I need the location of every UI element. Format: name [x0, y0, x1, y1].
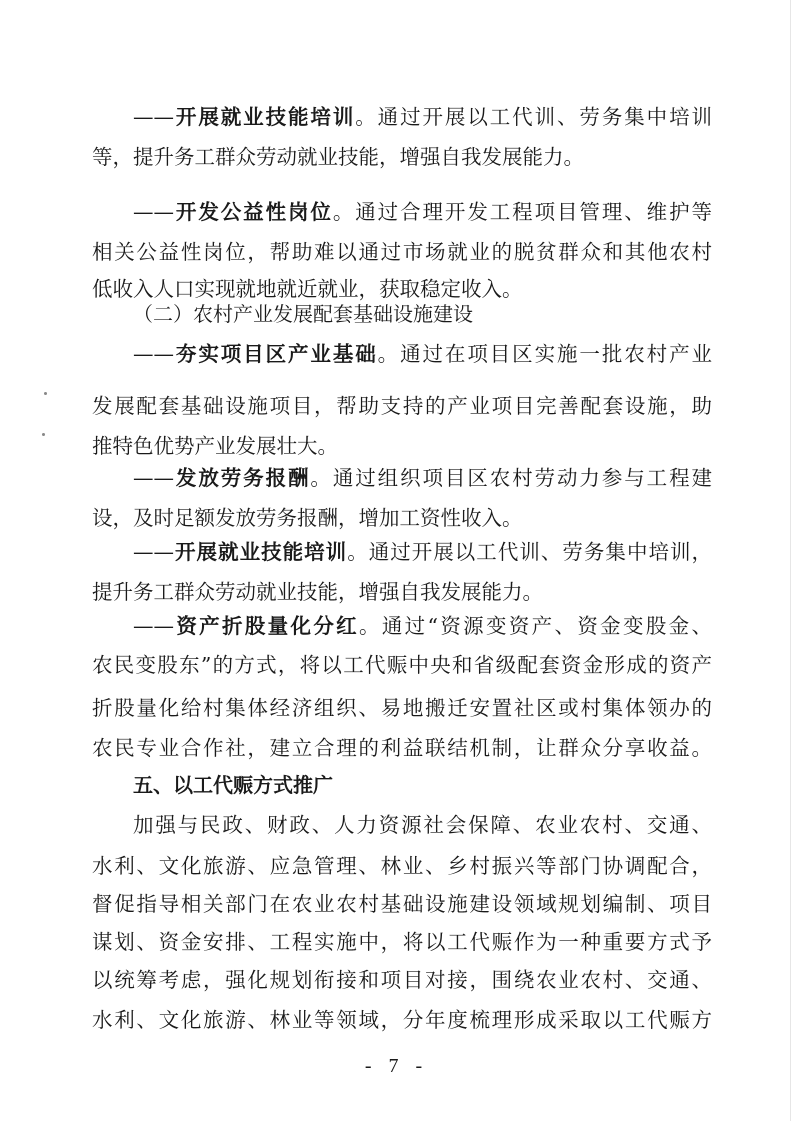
lead-phrase: 发放劳务报酬 [174, 466, 311, 490]
paragraph-line: 推特色优势产业发展壮大。 [92, 434, 338, 458]
paragraph-text: 。通过在项目区实施一批农村产业 [377, 342, 713, 366]
em-dash: —— [133, 466, 174, 490]
paragraph-line: 加强与民政、财政、人力资源社会保障、农业农村、交通、 [133, 813, 712, 837]
paragraph-text: 。通过合理开发工程项目管理、维护等 [332, 200, 713, 224]
paragraph-line: 相关公益性岗位，帮助难以通过市场就业的脱贫群众和其他农村 [92, 240, 712, 264]
paragraph-line [133, 103, 712, 131]
paragraph-text: 。通过“资源变资产、资金变股金、 [359, 614, 713, 638]
paragraph-line [133, 612, 712, 640]
em-dash: —— [133, 200, 174, 224]
paragraph-line: 折股量化给村集体经济组织、易地搬迁安置社区或村集体领办的 [92, 696, 712, 720]
em-dash: —— [133, 342, 174, 366]
paragraph-line: 谋划、资金安排、工程实施中，将以工代赈作为一种重要方式予 [92, 930, 712, 954]
lead-phrase: 开展就业技能培训 [174, 105, 356, 129]
em-dash: —— [133, 105, 174, 129]
scan-edge-line [790, 0, 791, 1121]
em-dash: —— [133, 614, 174, 638]
paragraph-line: 农民专业合作社，建立合理的利益联结机制，让群众分享收益。 [92, 736, 712, 760]
scan-speck [44, 392, 47, 395]
paragraph-text: 。通过组织项目区农村劳动力参与工程建 [310, 466, 713, 490]
section-heading: 五、以工代赈方式推广 [133, 773, 333, 797]
em-dash: —— [133, 540, 174, 564]
paragraph-line: 等，提升务工群众劳动就业技能，增强自我发展能力。 [92, 145, 584, 169]
paragraph-line: 提升务工群众劳动就业技能，增强自我发展能力。 [92, 580, 543, 604]
scan-speck [42, 433, 45, 436]
paragraph-line [133, 538, 712, 566]
paragraph-text: 。通过开展以工代训、劳务集中培训 [355, 105, 712, 129]
paragraph-line [133, 464, 712, 492]
section-heading: （二）农村产业发展配套基础设施建设 [133, 302, 473, 326]
paragraph-text: 。通过开展以工代训、劳务集中培训， [347, 540, 713, 564]
paragraph-line: 水利、文化旅游、应急管理、林业、乡村振兴等部门协调配合， [92, 854, 712, 878]
lead-phrase: 资产折股量化分红 [174, 614, 360, 638]
paragraph-line: 以统筹考虑，强化规划衔接和项目对接，围绕农业农村、交通、 [92, 968, 712, 992]
paragraph-line: 低收入人口实现就地就近就业，获取稳定收入。 [92, 277, 523, 301]
paragraph-line: 发展配套基础设施项目，帮助支持的产业项目完善配套设施，助 [92, 394, 712, 418]
paragraph-line: 设，及时足额发放劳务报酬，增加工资性收入。 [92, 506, 523, 530]
lead-phrase: 夯实项目区产业基础 [174, 342, 378, 366]
paragraph-line: 农民变股东”的方式，将以工代赈中央和省级配套资金形成的资产 [92, 653, 712, 677]
lead-phrase: 开展就业技能培训 [174, 540, 348, 564]
paragraph-line [133, 198, 712, 226]
page-number: - 7 - [364, 1055, 429, 1077]
lead-phrase: 开发公益性岗位 [174, 200, 333, 224]
paragraph-line: 水利、文化旅游、林业等领域，分年度梳理形成采取以工代赈方 [92, 1008, 712, 1032]
paragraph-line [133, 340, 712, 368]
paragraph-line: 督促指导相关部门在农业农村基础设施建设领域规划编制、项目 [92, 892, 712, 916]
